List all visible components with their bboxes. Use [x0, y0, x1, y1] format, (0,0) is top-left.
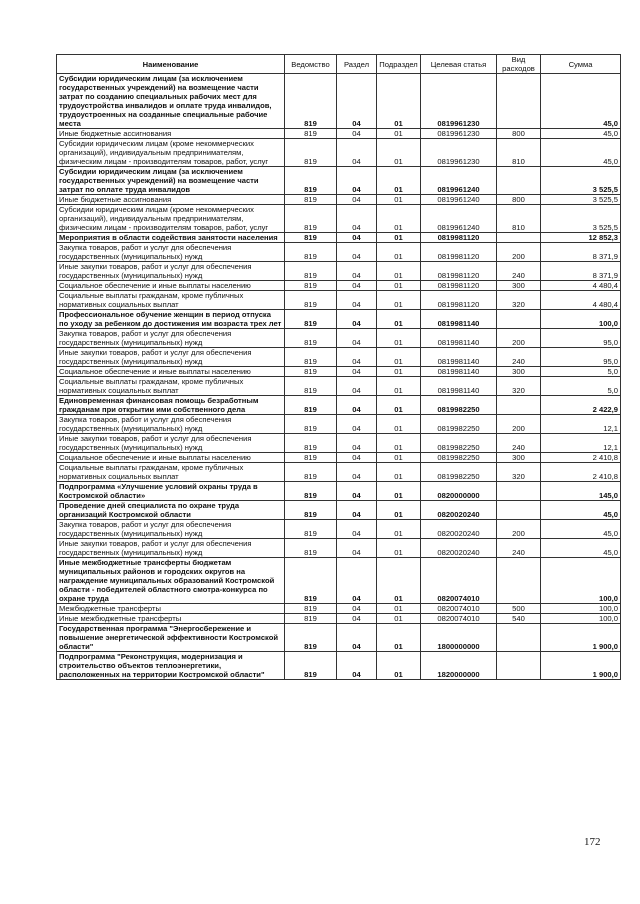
row-name: Субсидии юридическим лицам (за исключением государственных учреждений) на возмещение части затрат по созданию специальных рабочих мест для трудоустройства инвалидов и оплате труда инвалидов, трудоустроенных на созданные специальные рабочие места: [57, 74, 285, 129]
row-statya: 0819981120: [421, 281, 497, 291]
row-summa: 95,0: [541, 348, 621, 367]
row-podrazdel: 01: [377, 348, 421, 367]
header-razdel: Раздел: [337, 55, 377, 74]
row-statya: 0820074010: [421, 558, 497, 604]
row-name: Социальное обеспечение и иные выплаты населению: [57, 367, 285, 377]
row-vedomstvo: 819: [285, 396, 337, 415]
row-statya: 0819982250: [421, 434, 497, 453]
table-row: [57, 129, 621, 139]
row-razdel: 04: [337, 396, 377, 415]
row-vid: 240: [497, 539, 541, 558]
row-statya: 0819981140: [421, 377, 497, 396]
row-statya: 0819981120: [421, 243, 497, 262]
row-razdel: 04: [337, 415, 377, 434]
row-name: Иные бюджетные ассигнования: [57, 195, 285, 205]
row-vid: 240: [497, 348, 541, 367]
row-summa: 2 410,8: [541, 463, 621, 482]
row-podrazdel: 01: [377, 291, 421, 310]
row-summa: 4 480,4: [541, 281, 621, 291]
row-razdel: 04: [337, 482, 377, 501]
row-vedomstvo: 819: [285, 281, 337, 291]
row-summa: 5,0: [541, 367, 621, 377]
row-name: Закупка товаров, работ и услуг для обеспечения государственных (муниципальных) нужд: [57, 329, 285, 348]
table-row: [57, 310, 621, 329]
row-podrazdel: 01: [377, 310, 421, 329]
row-summa: 4 480,4: [541, 291, 621, 310]
row-summa: 3 525,5: [541, 195, 621, 205]
table-row: [57, 348, 621, 367]
row-summa: 2 422,9: [541, 396, 621, 415]
row-summa: 100,0: [541, 558, 621, 604]
row-razdel: 04: [337, 243, 377, 262]
table-row: [57, 74, 621, 129]
row-vid: 320: [497, 377, 541, 396]
row-name: Иные закупки товаров, работ и услуг для обеспечения государственных (муниципальных) нужд: [57, 434, 285, 453]
row-statya: 0820074010: [421, 604, 497, 614]
table-row: [57, 329, 621, 348]
row-statya: 0819982250: [421, 415, 497, 434]
row-razdel: 04: [337, 434, 377, 453]
row-vedomstvo: 819: [285, 501, 337, 520]
row-razdel: 04: [337, 329, 377, 348]
table-row: [57, 453, 621, 463]
row-vedomstvo: 819: [285, 329, 337, 348]
row-razdel: 04: [337, 348, 377, 367]
row-vid: [497, 501, 541, 520]
row-vid: 320: [497, 291, 541, 310]
table-row: [57, 205, 621, 233]
row-razdel: 04: [337, 652, 377, 680]
row-statya: 0819961230: [421, 129, 497, 139]
row-vedomstvo: 819: [285, 463, 337, 482]
row-statya: 0819981120: [421, 233, 497, 243]
row-podrazdel: 01: [377, 482, 421, 501]
header-vid: Вид расходов: [497, 55, 541, 74]
row-name: Закупка товаров, работ и услуг для обеспечения государственных (муниципальных) нужд: [57, 243, 285, 262]
row-summa: 100,0: [541, 310, 621, 329]
row-statya: 0820000000: [421, 482, 497, 501]
row-name: Подпрограмма «Улучшение условий охраны труда в Костромской области»: [57, 482, 285, 501]
row-statya: 0820020240: [421, 501, 497, 520]
row-podrazdel: 01: [377, 367, 421, 377]
row-name: Государственная программа "Энергосбережение и повышение энергетической эффективности Костромской области": [57, 624, 285, 652]
row-statya: 0819981140: [421, 367, 497, 377]
row-name: Иные межбюджетные трансферты: [57, 614, 285, 624]
row-statya: 0819981140: [421, 329, 497, 348]
row-summa: 3 525,5: [541, 205, 621, 233]
budget-table: [56, 54, 621, 680]
row-vid: [497, 233, 541, 243]
row-vedomstvo: 819: [285, 434, 337, 453]
row-summa: 145,0: [541, 482, 621, 501]
row-name: Межбюджетные трансферты: [57, 604, 285, 614]
row-razdel: 04: [337, 233, 377, 243]
row-statya: 1800000000: [421, 624, 497, 652]
row-vedomstvo: 819: [285, 74, 337, 129]
row-name: Проведение дней специалиста по охране труда организаций Костромской области: [57, 501, 285, 520]
row-vedomstvo: 819: [285, 415, 337, 434]
row-podrazdel: 01: [377, 614, 421, 624]
table-row: [57, 233, 621, 243]
row-statya: 0820020240: [421, 520, 497, 539]
row-podrazdel: 01: [377, 233, 421, 243]
row-name: Профессиональное обучение женщин в период отпуска по уходу за ребенком до достижения им возраста трех лет: [57, 310, 285, 329]
row-razdel: 04: [337, 377, 377, 396]
row-razdel: 04: [337, 463, 377, 482]
table-row: [57, 434, 621, 453]
row-vid: [497, 482, 541, 501]
header-vedomstvo: Ведомство: [285, 55, 337, 74]
row-podrazdel: 01: [377, 129, 421, 139]
header-summa: Сумма: [541, 55, 621, 74]
table-row: [57, 167, 621, 195]
row-summa: 45,0: [541, 129, 621, 139]
row-podrazdel: 01: [377, 463, 421, 482]
row-razdel: 04: [337, 205, 377, 233]
row-summa: 100,0: [541, 614, 621, 624]
row-summa: 95,0: [541, 329, 621, 348]
row-podrazdel: 01: [377, 139, 421, 167]
row-statya: 0820020240: [421, 539, 497, 558]
row-podrazdel: 01: [377, 539, 421, 558]
row-razdel: 04: [337, 129, 377, 139]
row-razdel: 04: [337, 281, 377, 291]
row-vid: 200: [497, 520, 541, 539]
table-row: [57, 291, 621, 310]
row-statya: 0819982250: [421, 463, 497, 482]
table-row: [57, 463, 621, 482]
row-razdel: 04: [337, 139, 377, 167]
table-row: [57, 539, 621, 558]
row-summa: 45,0: [541, 539, 621, 558]
row-razdel: 04: [337, 539, 377, 558]
row-vid: [497, 396, 541, 415]
row-podrazdel: 01: [377, 415, 421, 434]
row-vid: 500: [497, 604, 541, 614]
row-vedomstvo: 819: [285, 652, 337, 680]
row-name: Подпрограмма "Реконструкция, модернизация и строительство объектов теплоэнергетики, расположенных на территории Костромской области": [57, 652, 285, 680]
table-row: [57, 281, 621, 291]
row-vedomstvo: 819: [285, 604, 337, 614]
row-razdel: 04: [337, 604, 377, 614]
row-name: Иные закупки товаров, работ и услуг для обеспечения государственных (муниципальных) нужд: [57, 262, 285, 281]
row-podrazdel: 01: [377, 281, 421, 291]
row-name: Иные межбюджетные трансферты бюджетам муниципальных районов и городских округов на награждение муниципальных образований Костромской области - победителей областного смотра-конкурса по охране труда: [57, 558, 285, 604]
row-statya: 0819961230: [421, 74, 497, 129]
row-podrazdel: 01: [377, 558, 421, 604]
row-razdel: 04: [337, 501, 377, 520]
header-podrazdel: Подраздел: [377, 55, 421, 74]
row-vid: 800: [497, 129, 541, 139]
row-podrazdel: 01: [377, 195, 421, 205]
row-vedomstvo: 819: [285, 167, 337, 195]
row-podrazdel: 01: [377, 520, 421, 539]
row-name: Социальные выплаты гражданам, кроме публичных нормативных социальных выплат: [57, 463, 285, 482]
row-podrazdel: 01: [377, 377, 421, 396]
table-row: [57, 396, 621, 415]
row-statya: 0819982250: [421, 396, 497, 415]
row-vedomstvo: 819: [285, 243, 337, 262]
table-row: [57, 624, 621, 652]
row-name: Социальное обеспечение и иные выплаты населению: [57, 453, 285, 463]
row-razdel: 04: [337, 74, 377, 129]
row-summa: 100,0: [541, 604, 621, 614]
row-podrazdel: 01: [377, 205, 421, 233]
row-name: Социальные выплаты гражданам, кроме публичных нормативных социальных выплат: [57, 377, 285, 396]
row-podrazdel: 01: [377, 453, 421, 463]
row-name: Иные закупки товаров, работ и услуг для обеспечения государственных (муниципальных) нужд: [57, 348, 285, 367]
row-vedomstvo: 819: [285, 558, 337, 604]
row-summa: 45,0: [541, 520, 621, 539]
row-vedomstvo: 819: [285, 262, 337, 281]
row-vid: 200: [497, 329, 541, 348]
row-podrazdel: 01: [377, 652, 421, 680]
row-name: Мероприятия в области содействия занятости населения: [57, 233, 285, 243]
row-summa: 12 852,3: [541, 233, 621, 243]
row-razdel: 04: [337, 291, 377, 310]
table-row: [57, 520, 621, 539]
row-vedomstvo: 819: [285, 129, 337, 139]
row-statya: 0819961240: [421, 167, 497, 195]
row-summa: 2 410,8: [541, 453, 621, 463]
row-name: Иные бюджетные ассигнования: [57, 129, 285, 139]
row-podrazdel: 01: [377, 329, 421, 348]
table-row: [57, 604, 621, 614]
row-podrazdel: 01: [377, 74, 421, 129]
table-row: [57, 501, 621, 520]
row-vid: 320: [497, 463, 541, 482]
row-name: Социальные выплаты гражданам, кроме публичных нормативных социальных выплат: [57, 291, 285, 310]
row-statya: 0819961230: [421, 139, 497, 167]
row-podrazdel: 01: [377, 243, 421, 262]
table-row: [57, 367, 621, 377]
table-row: [57, 262, 621, 281]
row-name: Единовременная финансовая помощь безработным гражданам при открытии ими собственного дела: [57, 396, 285, 415]
row-name: Субсидии юридическим лицам (за исключением государственных учреждений) на возмещение части затрат по оплате труда инвалидов: [57, 167, 285, 195]
row-vid: 200: [497, 415, 541, 434]
table-header-row: [57, 55, 621, 74]
row-statya: 0820074010: [421, 614, 497, 624]
table-row: [57, 558, 621, 604]
row-podrazdel: 01: [377, 624, 421, 652]
table-body: [57, 74, 621, 680]
row-vedomstvo: 819: [285, 348, 337, 367]
row-vedomstvo: 819: [285, 233, 337, 243]
row-vid: 300: [497, 367, 541, 377]
row-vid: 810: [497, 205, 541, 233]
row-statya: 0819981140: [421, 310, 497, 329]
row-vid: 240: [497, 434, 541, 453]
row-vid: [497, 167, 541, 195]
table-row: [57, 614, 621, 624]
row-summa: 45,0: [541, 74, 621, 129]
row-vid: [497, 558, 541, 604]
row-razdel: 04: [337, 558, 377, 604]
row-vedomstvo: 819: [285, 453, 337, 463]
row-vid: 800: [497, 195, 541, 205]
row-vid: [497, 310, 541, 329]
row-vedomstvo: 819: [285, 195, 337, 205]
row-name: Закупка товаров, работ и услуг для обеспечения государственных (муниципальных) нужд: [57, 520, 285, 539]
row-vid: 810: [497, 139, 541, 167]
row-summa: 1 900,0: [541, 652, 621, 680]
row-vedomstvo: 819: [285, 205, 337, 233]
row-summa: 3 525,5: [541, 167, 621, 195]
table-row: [57, 195, 621, 205]
row-summa: 45,0: [541, 501, 621, 520]
row-razdel: 04: [337, 624, 377, 652]
row-razdel: 04: [337, 614, 377, 624]
row-podrazdel: 01: [377, 604, 421, 614]
table-row: [57, 377, 621, 396]
row-statya: 0819961240: [421, 195, 497, 205]
row-razdel: 04: [337, 195, 377, 205]
row-vedomstvo: 819: [285, 614, 337, 624]
row-vid: 300: [497, 453, 541, 463]
row-summa: 5,0: [541, 377, 621, 396]
row-razdel: 04: [337, 310, 377, 329]
row-summa: 8 371,9: [541, 243, 621, 262]
row-vedomstvo: 819: [285, 139, 337, 167]
row-name: Субсидии юридическим лицам (кроме некоммерческих организаций), индивидуальным предпринимателям, физическим лицам - производителям товаров, работ, услуг: [57, 205, 285, 233]
table-row: [57, 139, 621, 167]
row-summa: 12,1: [541, 415, 621, 434]
row-statya: 0819961240: [421, 205, 497, 233]
row-summa: 12,1: [541, 434, 621, 453]
row-podrazdel: 01: [377, 434, 421, 453]
row-vedomstvo: 819: [285, 624, 337, 652]
row-vid: 240: [497, 262, 541, 281]
row-vedomstvo: 819: [285, 482, 337, 501]
row-vid: 540: [497, 614, 541, 624]
row-razdel: 04: [337, 367, 377, 377]
row-razdel: 04: [337, 520, 377, 539]
header-name: Наименование: [57, 55, 285, 74]
row-summa: 8 371,9: [541, 262, 621, 281]
row-razdel: 04: [337, 262, 377, 281]
row-vedomstvo: 819: [285, 310, 337, 329]
row-name: Социальное обеспечение и иные выплаты населению: [57, 281, 285, 291]
row-vedomstvo: 819: [285, 520, 337, 539]
row-razdel: 04: [337, 453, 377, 463]
row-vedomstvo: 819: [285, 291, 337, 310]
table-row: [57, 652, 621, 680]
row-statya: 0819981140: [421, 348, 497, 367]
row-razdel: 04: [337, 167, 377, 195]
row-statya: 1820000000: [421, 652, 497, 680]
row-vid: [497, 74, 541, 129]
row-statya: 0819981120: [421, 262, 497, 281]
row-vid: 200: [497, 243, 541, 262]
row-podrazdel: 01: [377, 396, 421, 415]
table-row: [57, 243, 621, 262]
row-summa: 45,0: [541, 139, 621, 167]
row-summa: 1 900,0: [541, 624, 621, 652]
row-vid: [497, 652, 541, 680]
row-vedomstvo: 819: [285, 367, 337, 377]
row-vid: [497, 624, 541, 652]
row-vedomstvo: 819: [285, 377, 337, 396]
row-vedomstvo: 819: [285, 539, 337, 558]
row-podrazdel: 01: [377, 167, 421, 195]
row-podrazdel: 01: [377, 262, 421, 281]
page-number: 172: [584, 836, 601, 848]
table-row: [57, 482, 621, 501]
row-name: Субсидии юридическим лицам (кроме некоммерческих организаций), индивидуальным предпринимателям, физическим лицам - производителям товаров, работ, услуг: [57, 139, 285, 167]
row-name: Закупка товаров, работ и услуг для обеспечения государственных (муниципальных) нужд: [57, 415, 285, 434]
row-name: Иные закупки товаров, работ и услуг для обеспечения государственных (муниципальных) нужд: [57, 539, 285, 558]
table-row: [57, 415, 621, 434]
row-podrazdel: 01: [377, 501, 421, 520]
row-statya: 0819982250: [421, 453, 497, 463]
header-statya: Целевая статья: [421, 55, 497, 74]
row-vid: 300: [497, 281, 541, 291]
row-statya: 0819981120: [421, 291, 497, 310]
